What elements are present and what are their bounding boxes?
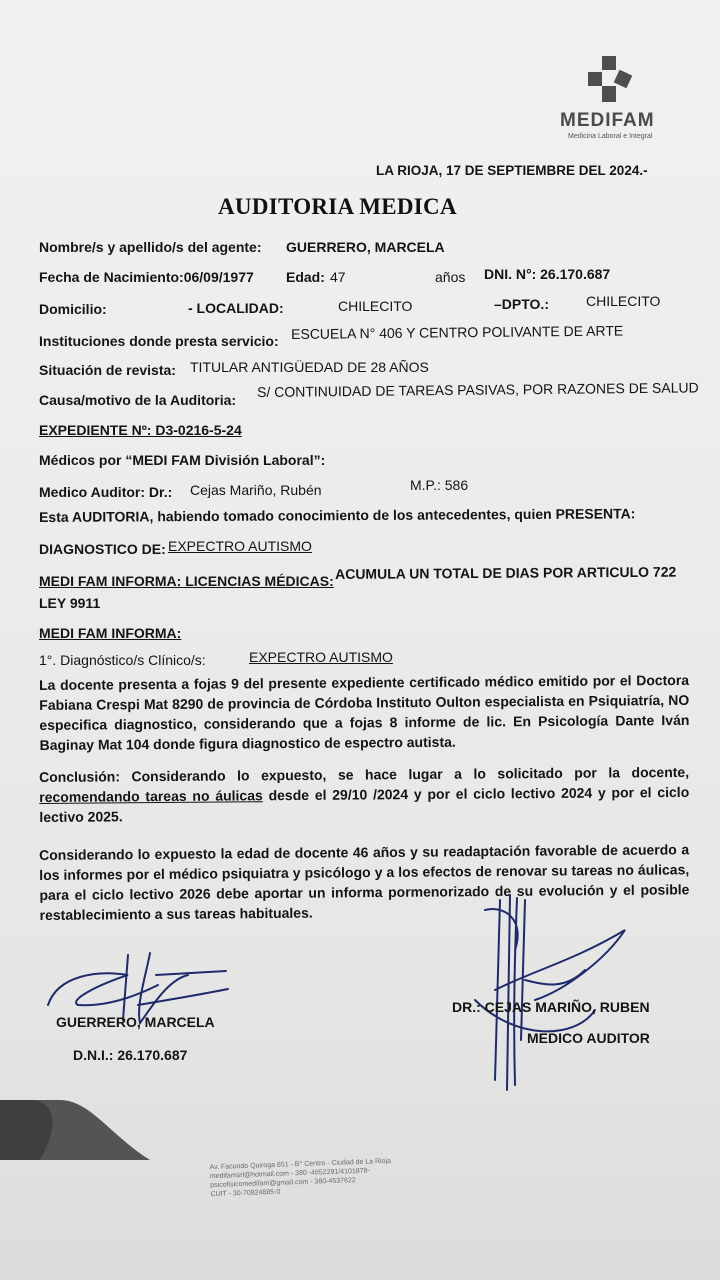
- diag-clinico-label: 1°. Diagnóstico/s Clínico/s:: [39, 652, 206, 668]
- localidad-label: - LOCALIDAD:: [188, 300, 284, 316]
- licencias-label: MEDI FAM INFORMA: LICENCIAS MÉDICAS:: [39, 573, 334, 589]
- footer-cuit: CUIT - 30-70824885-0: [210, 1188, 281, 1199]
- anos-label: años: [435, 269, 466, 285]
- agent-name: GUERRERO, MARCELA: [56, 1014, 215, 1030]
- auditor-name: DR.: CEJAS MARIÑO, RUBEN: [452, 999, 650, 1015]
- expediente: EXPEDIENTE Nº: D3-0216-5-24: [39, 422, 242, 438]
- situacion-value: TITULAR ANTIGÜEDAD DE 28 AÑOS: [190, 359, 429, 375]
- footer-email-1: medifamsrl@hotmail.com - 380 -4652291/4101878-: [209, 1167, 370, 1181]
- paragraph-antecedentes: La docente presenta a fojas 9 del presente expediente certificado médico emitido por el Doctora Fabiana Crespi Mat 8290 de provincia de Córdoba Instituto Oulton especialista en Psiquiatría, NO especifica diagnostico, considerando que a fojas 8 informe de lic. En Psicología Dante Iván Baginay Mat 104 donde figura diagnostico de espectro autista.: [39, 671, 690, 753]
- conclusion-recommendation: recomendando tareas no áulicas: [39, 787, 263, 805]
- mp-label: M.P.: 586: [410, 477, 469, 493]
- causa-label: Causa/motivo de la Auditoria:: [39, 392, 237, 408]
- footer-email-2: psicofisicomedifam@gmail.com - 380-4537622: [210, 1177, 356, 1190]
- medifam-logo-icon: [586, 56, 636, 106]
- auditoria-line: Esta AUDITORIA, habiendo tomado conocimiento de los antecedentes, quien PRESENTA:: [39, 505, 636, 525]
- instituciones-label: Instituciones donde presta servicio:: [39, 333, 279, 349]
- dni-label: DNI. N°: 26.170.687: [484, 266, 611, 282]
- medicos-label: Médicos por “MEDI FAM División Laboral”:: [39, 452, 326, 468]
- edad-label: Edad:: [286, 269, 325, 285]
- diagnostico-value: EXPECTRO AUTISMO: [168, 538, 312, 554]
- auditor-value: Cejas Mariño, Rubén: [190, 482, 322, 498]
- paragraph-conclusion: [39, 762, 689, 827]
- fecha-label: Fecha de Nacimiento:06/09/1977: [39, 269, 254, 285]
- conclusion-text-b: desde el 29/10 /2024 y por el ciclo lectivo 2024 y por el ciclo lectivo 2025.: [39, 783, 690, 825]
- auditor-signature: [455, 890, 655, 1100]
- dpto-label: –DPTO.:: [494, 296, 549, 312]
- document-title: AUDITORIA MEDICA: [218, 194, 457, 219]
- footer-address: Av. Facundo Quiroga 651 - B° Centro - Ciudad de La Rioja: [209, 1157, 392, 1172]
- place-date: LA RIOJA, 17 DE SEPTIEMBRE DEL 2024.-: [376, 163, 648, 178]
- licencias-value-2: LEY 9911: [39, 595, 101, 611]
- agent-dni: D.N.I.: 26.170.687: [73, 1047, 188, 1063]
- domicilio-label: Domicilio:: [39, 301, 107, 317]
- informa-label: MEDI FAM INFORMA:: [39, 625, 182, 641]
- auditor-role: MEDICO AUDITOR: [527, 1030, 650, 1046]
- situacion-label: Situación de revista:: [39, 362, 176, 378]
- dpto-value: CHILECITO: [586, 293, 661, 309]
- conclusion-text-a: Conclusión: Considerando lo expuesto, se hace lugar a lo solicitado por la docente,: [39, 763, 690, 785]
- licencias-value: ACUMULA UN TOTAL DE DIAS POR ARTICULO 722: [335, 563, 677, 582]
- diag-clinico-value: EXPECTRO AUTISMO: [249, 649, 393, 665]
- footer-contact: [209, 1157, 392, 1199]
- localidad-value: CHILECITO: [338, 298, 413, 314]
- instituciones-value: ESCUELA N° 406 Y CENTRO POLIVANTE DE ARTE: [291, 322, 624, 342]
- footer-decoration: [0, 1100, 150, 1160]
- auditor-label: Medico Auditor: Dr.:: [39, 484, 173, 500]
- logo-subtitle: Medicina Laboral e Integral: [568, 133, 653, 140]
- causa-value: S/ CONTINUIDAD DE TAREAS PASIVAS, POR RAZONES DE SALUD: [257, 379, 699, 400]
- edad-value: 47: [330, 269, 346, 285]
- logo-name: MEDIFAM: [560, 110, 655, 131]
- paragraph-readaptacion: Considerando lo expuesto la edad de docente 46 años y su readaptación favorable de acuerdo a los informes por el médico psiquiatra y psicólogo y a los efectos de renovar su tareas no áulicas, para el ciclo lectivo 2026 debe aportar un informa pormenorizado de su evolución y el posible restablecimiento a sus tareas habituales.: [39, 841, 690, 923]
- nombre-value: GUERRERO, MARCELA: [286, 239, 445, 255]
- diagnostico-label: DIAGNOSTICO DE:: [39, 541, 166, 557]
- nombre-label: Nombre/s y apellido/s del agente:: [39, 239, 262, 255]
